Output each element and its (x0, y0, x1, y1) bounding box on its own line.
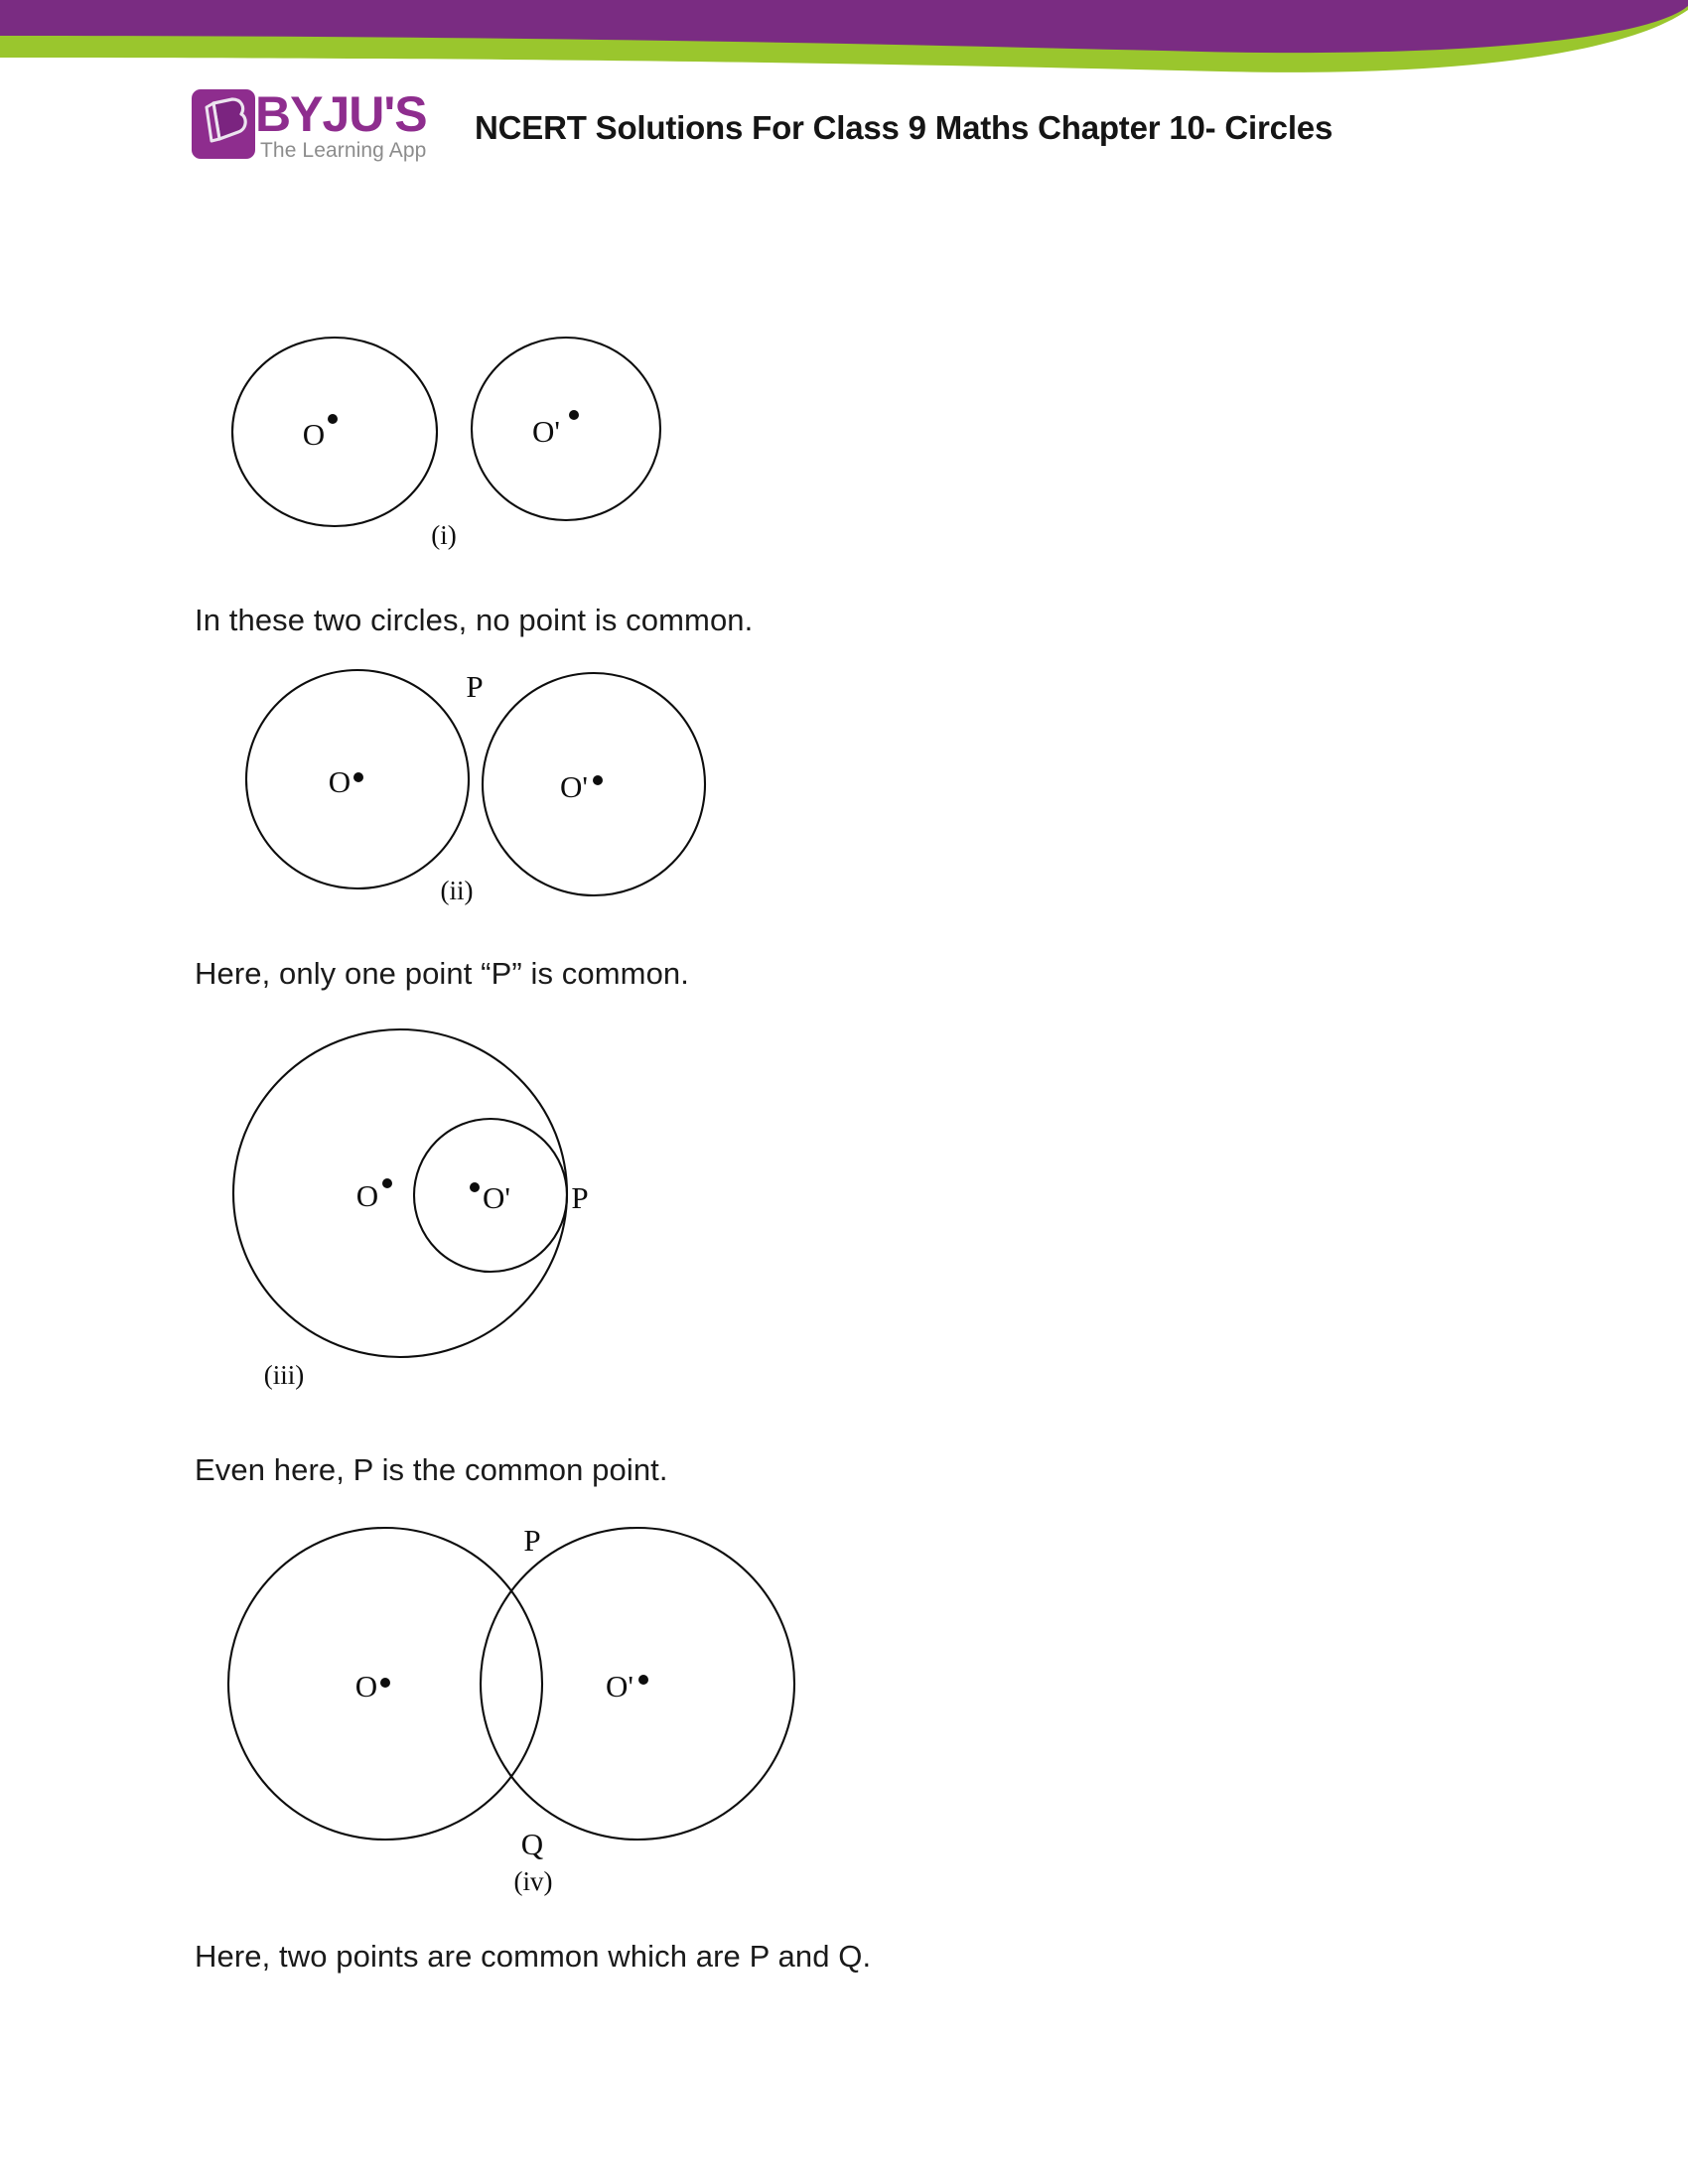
label-o: O (354, 1669, 378, 1704)
center-dot-o (382, 1178, 392, 1188)
label-o: O (302, 417, 326, 452)
center-dot-o (353, 772, 363, 782)
label-p: P (466, 669, 484, 704)
center-dot-o-prime (638, 1675, 648, 1685)
byjus-b-logo-icon (192, 89, 255, 159)
byjus-wordmark: BYJU'S (255, 86, 427, 142)
paragraph-1: In these two circles, no point is common. (195, 603, 754, 637)
circle-o (232, 338, 437, 526)
circle-o-large (233, 1029, 567, 1357)
label-o-prime: O' (483, 1180, 510, 1215)
center-dot-o-prime (569, 410, 579, 420)
paragraph-2: Here, only one point “P” is common. (195, 956, 689, 991)
header-banner (0, 0, 1688, 79)
center-dot-o-prime (593, 775, 603, 785)
circle-o-prime (481, 1528, 794, 1840)
label-p: P (523, 1523, 541, 1558)
figure-iii (209, 1003, 685, 1400)
byjus-tagline: The Learning App (260, 139, 427, 162)
figure-caption: (iv) (513, 1866, 553, 1896)
figure-caption: (ii) (440, 876, 474, 905)
label-o-prime: O' (560, 769, 588, 804)
center-dot-o (328, 414, 338, 424)
figure-iv (209, 1509, 824, 1896)
paragraph-3: Even here, P is the common point. (195, 1452, 668, 1487)
circle-o-prime (472, 338, 660, 520)
label-o-prime: O' (606, 1669, 633, 1704)
center-dot-o-prime (470, 1182, 480, 1192)
label-o: O (355, 1178, 379, 1213)
figure-i (199, 318, 715, 566)
label-p: P (571, 1180, 589, 1215)
circle-o-prime (483, 673, 705, 895)
figure-ii (218, 655, 735, 913)
byjus-logo (192, 87, 480, 165)
label-o-prime: O' (532, 414, 560, 449)
label-o: O (328, 764, 352, 799)
figure-caption: (i) (431, 520, 457, 550)
center-dot-o (380, 1678, 390, 1688)
label-q: Q (520, 1827, 544, 1861)
figure-caption: (iii) (263, 1360, 305, 1390)
paragraph-4: Here, two points are common which are P and Q. (195, 1939, 872, 1974)
page-title: NCERT Solutions For Class 9 Maths Chapter 10- Circles (475, 109, 1334, 146)
